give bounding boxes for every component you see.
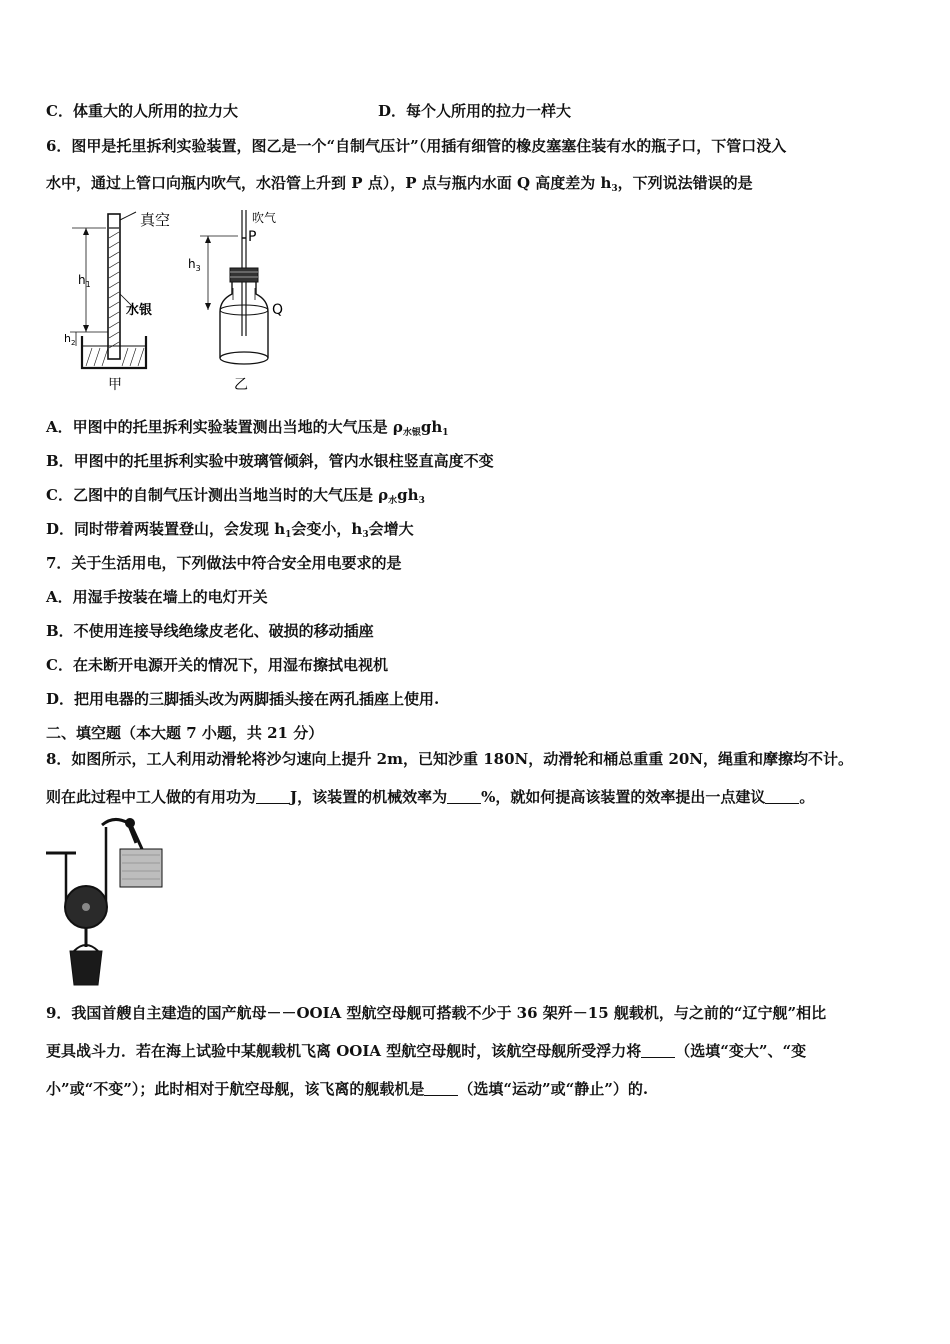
answer-blank[interactable] [424,1081,458,1096]
answer-blank[interactable] [447,789,481,804]
q9-line3: 小”或“不变”）；此时相对于航空母舰，该飞离的舰载机是 （选填“运动”或“静止”）的. [46,1080,649,1098]
answer-blank[interactable] [641,1043,675,1058]
q7-option-a: A．用湿手按装在墙上的电灯开关 [46,588,268,606]
q5-option-d: D．每个人所用的拉力一样大 [378,102,572,120]
sand-bucket [70,951,102,985]
q6-option-a: A．甲图中的托里拆利实验装置测出当地的大气压是 $\rho_{水银}gh_1$ [46,418,449,438]
q9-line1: 9．我国首艘自主建造的国产航母－－OOIA 型航空母舰可搭载不少于 36 架歼－15 舰载机，与之前的“辽宁舰”相比 [46,1004,827,1022]
label-blow: 吹气 [252,211,277,225]
q8-line2: 则在此过程中工人做的有用功为 J，该装置的机械效率为 %，就如何提高该装置的效率提出一点建议 。 [46,788,815,806]
label-q: Q [272,302,284,318]
section-title: 二、填空题（本大题 7 小题，共 21 分） [46,724,324,742]
q8-line1: 8．如图所示，工人利用动滑轮将沙匀速向上提升 2m，已知沙重 180N，动滑轮和桶总重重 20N，绳重和摩擦均不计。 [46,750,854,768]
homemade-barometer-figure [186,208,296,396]
q6-option-b: B．甲图中的托里拆利实验中玻璃管倾斜，管内水银柱竖直高度不变 [46,452,494,470]
vacuum-pointer [120,212,136,220]
q7-option-d: D．把用电器的三脚插头改为两脚插头接在两孔插座上使用. [46,690,440,708]
q6-option-c: C．乙图中的自制气压计测出当地当时的大气压是 $\rho_水gh_3$ [46,486,425,506]
q9-line2: 更具战斗力．若在海上试验中某舰载机飞离 OOIA 型航空母舰时，该航空母舰所受浮力将 （选填“变大”、“变 [46,1042,807,1060]
q6-option-d: D．同时带着两装置登山，会发现 $h_1$会变小，$h_3$会增大 [46,520,414,540]
mercury-dish [82,336,146,368]
q6-stem-line2: 水中，通过上管口向瓶内吹气，水沿管上升到 P 点），P 点与瓶内水面 Q 高度差为 $h_3$，下列说法错误的是 [46,174,753,194]
torricelli-figure [62,208,192,396]
caption-yi: 乙 [234,377,248,393]
answer-blank[interactable] [765,789,799,804]
q5-option-c: C．体重大的人所用的拉力大 [46,102,238,120]
label-p: P [248,229,257,245]
rubber-stopper [230,268,258,282]
label-mercury: 水银 [126,303,153,318]
q7-option-c: C．在未断开电源开关的情况下，用湿布擦拭电视机 [46,656,388,674]
label-h2: $h_2$ [64,332,76,347]
pulley-figure [44,815,170,990]
label-vacuum: 真空 [140,211,171,229]
label-h1: $h_1$ [78,273,91,289]
q6-stem-line1: 6．图甲是托里拆利实验装置，图乙是一个“自制气压计”（用插有细管的橡皮塞塞住装有水的瓶子口，下管口没入 [46,137,787,155]
q7-option-b: B．不使用连接导线绝缘皮老化、破损的移动插座 [46,622,374,640]
mercury-column [109,232,119,348]
q7-stem: 7．关于生活用电，下列做法中符合安全用电要求的是 [46,554,402,572]
label-h3: $h_3$ [188,257,201,273]
caption-jia: 甲 [108,377,122,393]
answer-blank[interactable] [256,789,290,804]
bottle [220,282,232,358]
